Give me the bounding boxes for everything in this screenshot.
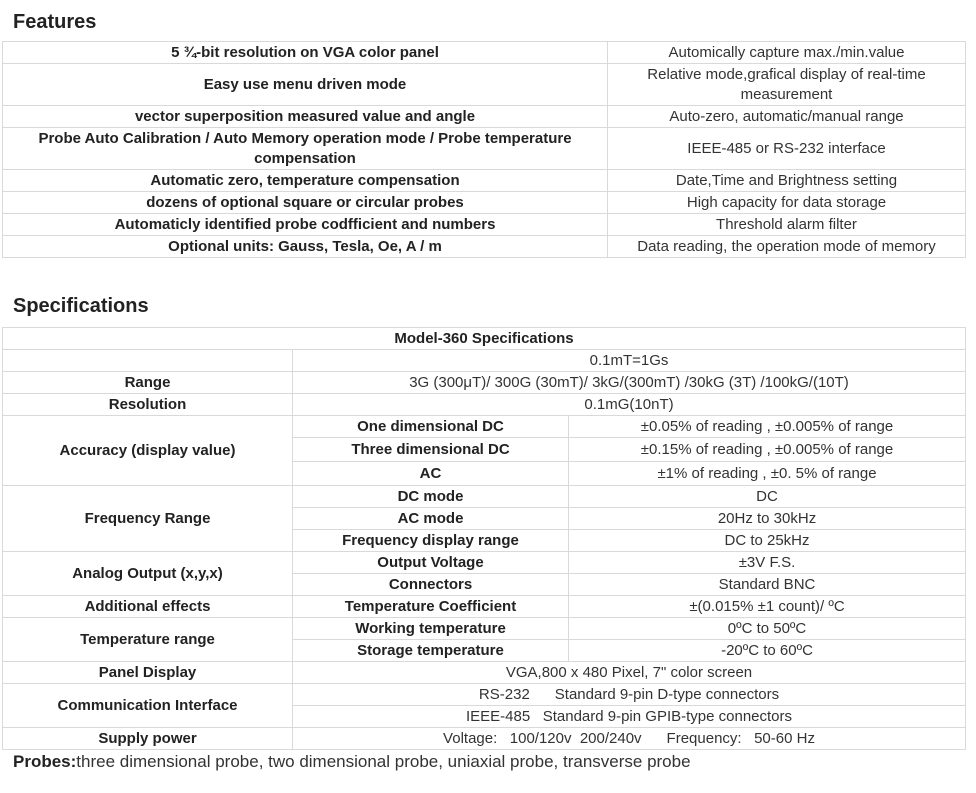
- spec-value-cell: ±3V F.S.: [569, 552, 966, 574]
- spec-value-cell: 0.1mG(10nT): [293, 394, 966, 416]
- table-row: [3, 170, 966, 192]
- table-row: [3, 684, 966, 706]
- table-row: [3, 328, 966, 350]
- feature-cell: Automaticly identified probe codfficient and numbers: [3, 214, 608, 236]
- spec-sublabel-cell: Working temperature: [293, 618, 569, 640]
- spec-value-cell: -20ºC to 60ºC: [569, 640, 966, 662]
- table-row: [3, 372, 966, 394]
- feature-cell: Probe Auto Calibration / Auto Memory operation mode / Probe temperature compensation: [3, 128, 608, 170]
- feature-cell: Automically capture max./min.value: [608, 42, 966, 64]
- specifications-table: [2, 327, 966, 750]
- features-heading: Features: [13, 11, 97, 33]
- feature-cell: Easy use menu driven mode: [3, 64, 608, 106]
- table-row: [3, 106, 966, 128]
- spec-value-cell: Voltage: 100/120v 200/240v Frequency: 50-60 Hz: [293, 728, 966, 750]
- spec-sublabel-cell: Output Voltage: [293, 552, 569, 574]
- spec-value-cell: ±0.05% of reading , ±0.005% of range: [569, 416, 966, 438]
- feature-cell: Threshold alarm filter: [608, 214, 966, 236]
- spec-value-cell: DC to 25kHz: [569, 530, 966, 552]
- table-row: [3, 596, 966, 618]
- spec-value-cell: ±0.15% of reading , ±0.005% of range: [569, 438, 966, 462]
- table-row: [3, 552, 966, 574]
- table-row: [3, 662, 966, 684]
- feature-cell: 5 ¾-bit resolution on VGA color panel: [3, 42, 608, 64]
- spec-label-cell: Additional effects: [3, 596, 293, 618]
- spec-sublabel-cell: Three dimensional DC: [293, 438, 569, 462]
- specifications-heading: Specifications: [13, 295, 149, 317]
- spec-sublabel-cell: Connectors: [293, 574, 569, 596]
- spec-sublabel-cell: One dimensional DC: [293, 416, 569, 438]
- spec-label-cell: Supply power: [3, 728, 293, 750]
- table-row: [3, 192, 966, 214]
- spec-label-cell: Frequency Range: [3, 486, 293, 552]
- spec-label-cell: Panel Display: [3, 662, 293, 684]
- table-row: [3, 128, 966, 170]
- table-row: [3, 236, 966, 258]
- features-table: [2, 41, 966, 258]
- spec-label-cell: Analog Output (x,y,x): [3, 552, 293, 596]
- spec-value-cell: VGA,800 x 480 Pixel, 7" color screen: [293, 662, 966, 684]
- feature-cell: Auto-zero, automatic/manual range: [608, 106, 966, 128]
- spec-value-cell: RS-232 Standard 9-pin D-type connectors: [293, 684, 966, 706]
- spec-label-cell: Temperature range: [3, 618, 293, 662]
- feature-cell: IEEE-485 or RS-232 interface: [608, 128, 966, 170]
- spec-value-cell: 20Hz to 30kHz: [569, 508, 966, 530]
- spec-label-cell: Resolution: [3, 394, 293, 416]
- spec-label-cell: Accuracy (display value): [3, 416, 293, 486]
- spec-sublabel-cell: Temperature Coefficient: [293, 596, 569, 618]
- feature-cell: High capacity for data storage: [608, 192, 966, 214]
- feature-cell: Relative mode,grafical display of real-time measurement: [608, 64, 966, 106]
- feature-cell: Data reading, the operation mode of memory: [608, 236, 966, 258]
- spec-sublabel-cell: AC mode: [293, 508, 569, 530]
- feature-cell: dozens of optional square or circular probes: [3, 192, 608, 214]
- spec-label-cell: [3, 350, 293, 372]
- spec-value-cell: 3G (300μT)/ 300G (30mT)/ 3kG/(300mT) /30kG (3T) /100kG/(10T): [293, 372, 966, 394]
- table-row: [3, 728, 966, 750]
- feature-cell: Automatic zero, temperature compensation: [3, 170, 608, 192]
- table-row: [3, 618, 966, 640]
- feature-cell: Date,Time and Brightness setting: [608, 170, 966, 192]
- table-row: [3, 350, 966, 372]
- spec-label-cell: Communication Interface: [3, 684, 293, 728]
- probes-line: [13, 752, 691, 772]
- feature-cell: vector superposition measured value and angle: [3, 106, 608, 128]
- table-row: [3, 416, 966, 438]
- spec-table-title: Model-360 Specifications: [3, 328, 966, 350]
- spec-value-cell: 0ºC to 50ºC: [569, 618, 966, 640]
- spec-sublabel-cell: Storage temperature: [293, 640, 569, 662]
- probes-text: three dimensional probe, two dimensional probe, uniaxial probe, transverse probe: [76, 752, 691, 771]
- spec-value-cell: IEEE-485 Standard 9-pin GPIB-type connectors: [293, 706, 966, 728]
- spec-sublabel-cell: DC mode: [293, 486, 569, 508]
- table-row: [3, 214, 966, 236]
- table-row: [3, 486, 966, 508]
- spec-label-cell: Range: [3, 372, 293, 394]
- spec-value-cell: 0.1mT=1Gs: [293, 350, 966, 372]
- table-row: [3, 394, 966, 416]
- probes-label: Probes:: [13, 752, 77, 771]
- spec-sublabel-cell: AC: [293, 462, 569, 486]
- table-row: [3, 64, 966, 106]
- spec-value-cell: ±1% of reading , ±0. 5% of range: [569, 462, 966, 486]
- spec-value-cell: ±(0.015% ±1 count)/ ºC: [569, 596, 966, 618]
- spec-value-cell: Standard BNC: [569, 574, 966, 596]
- table-row: [3, 42, 966, 64]
- feature-cell: Optional units: Gauss, Tesla, Oe, A / m: [3, 236, 608, 258]
- spec-value-cell: DC: [569, 486, 966, 508]
- spec-sublabel-cell: Frequency display range: [293, 530, 569, 552]
